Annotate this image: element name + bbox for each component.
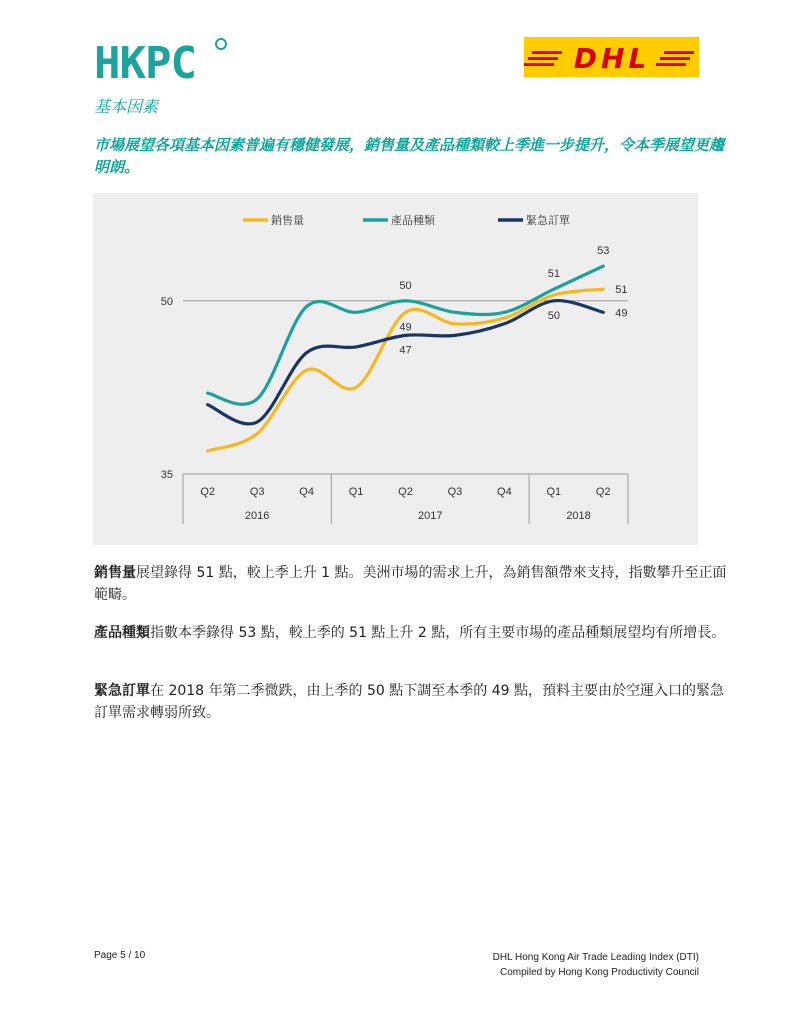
footer-credits	[493, 950, 699, 980]
paragraph-sales-text: 展望錄得 51 點，較上季上升 1 點。美洲市場的需求上升，為銷售額帶來支持，指數攀升至正面範疇。	[94, 565, 727, 603]
y-tick-label-0: 35	[160, 469, 173, 481]
section-subtitle: 市場展望各項基本因素普遍有穩健發展，銷售量及產品種類較上季進一步提升，令本季展望更趨明朗。	[94, 136, 725, 176]
x-tick-label-3: Q1	[348, 486, 364, 498]
data-label-2: 47	[399, 344, 412, 357]
hkpc-logo-mark	[216, 39, 226, 49]
paragraph-product-term: 產品種類	[94, 625, 150, 641]
footer-line-1: DHL Hong Kong Air Trade Leading Index (DTI)	[492, 952, 699, 963]
hkpc-logo	[94, 36, 244, 86]
paragraph-sales	[94, 562, 734, 606]
data-label-7: 49	[615, 307, 628, 320]
year-label-0: 2016	[244, 510, 270, 522]
legend-label-1: 產品種類	[391, 214, 435, 227]
data-label-6: 51	[615, 284, 628, 297]
data-label-1: 49	[399, 321, 412, 334]
hkpc-logo-text: HKPC	[94, 38, 196, 86]
year-label-2: 2018	[566, 510, 591, 522]
dhl-logo-text: DHL	[573, 42, 651, 75]
section-title: 基本因素	[94, 97, 159, 116]
series-line-0	[208, 289, 604, 451]
x-tick-label-6: Q4	[497, 486, 512, 498]
data-label-3: 51	[547, 268, 560, 281]
legend-label-2: 緊急訂單	[526, 214, 570, 227]
paragraph-urgent-text: 在 2018 年第二季微跌，由上季的 50 點下調至本季的 49 點，預料主要由於空運入口的緊急訂單需求轉弱所致。	[94, 683, 724, 721]
chart-container	[93, 193, 698, 545]
dhl-logo	[524, 37, 699, 77]
paragraph-product-text: 指數本季錄得 53 點，較上季的 51 點上升 2 點，所有主要市場的產品種類展望均有所增長。	[150, 625, 726, 641]
paragraph-urgent	[94, 680, 734, 724]
paragraph-product	[94, 622, 734, 644]
paragraph-sales-term: 銷售量	[94, 565, 136, 581]
line-chart	[93, 193, 698, 545]
footer-line-2: Compiled by Hong Kong Productivity Council	[500, 967, 699, 978]
x-tick-label-8: Q2	[595, 486, 611, 498]
x-tick-label-0: Q2	[200, 486, 216, 498]
y-tick-label-1: 50	[160, 295, 173, 308]
x-tick-label-1: Q3	[249, 486, 265, 498]
series-line-2	[208, 301, 604, 424]
year-label-1: 2017	[417, 510, 443, 522]
paragraph-urgent-term: 緊急訂單	[94, 683, 150, 699]
footer-page-number: Page 5 / 10	[94, 950, 146, 961]
data-label-4: 50	[547, 309, 560, 322]
data-label-0: 50	[399, 279, 412, 292]
x-tick-label-4: Q2	[398, 486, 413, 498]
legend-label-0: 銷售量	[271, 214, 304, 227]
x-tick-label-2: Q4	[299, 486, 314, 498]
data-label-5: 53	[597, 245, 610, 258]
x-tick-label-5: Q3	[447, 486, 463, 498]
x-tick-label-7: Q1	[546, 486, 562, 498]
